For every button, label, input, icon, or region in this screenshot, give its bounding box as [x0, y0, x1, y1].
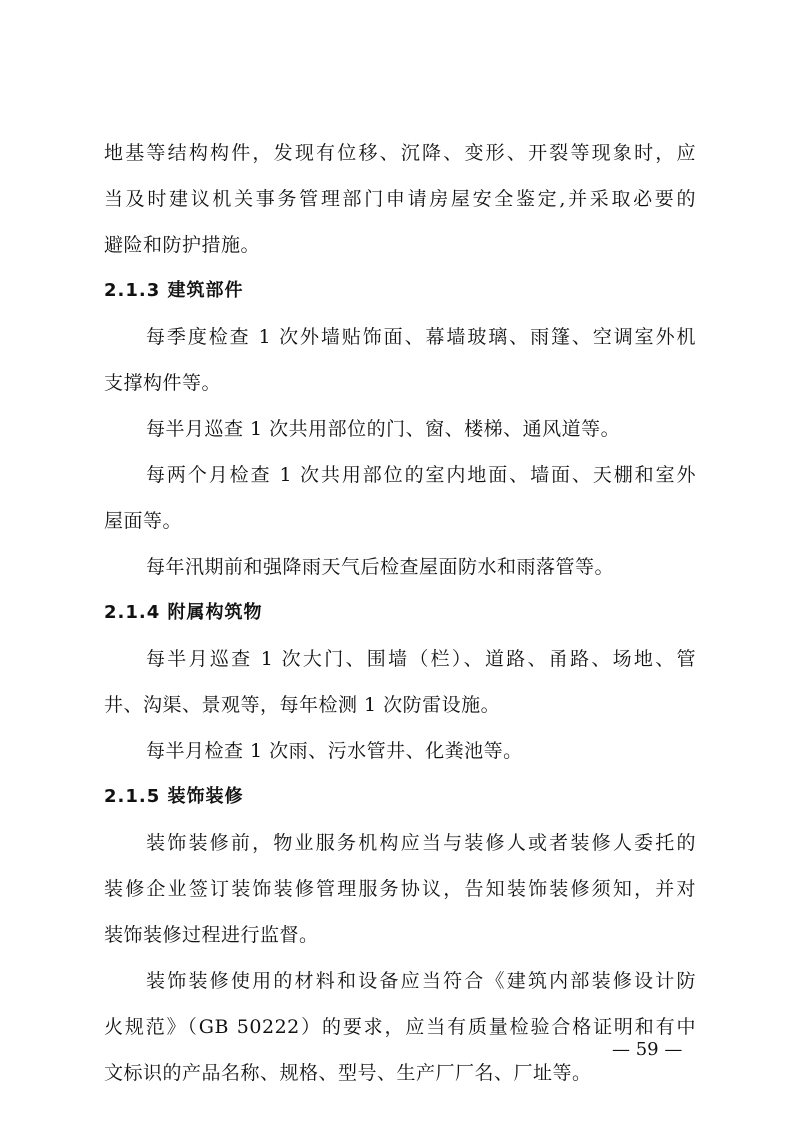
section-heading-2-1-3: 2.1.3 建筑部件: [104, 280, 244, 301]
paragraph-line: 火规范》（GB 50222）的要求，应当有质量检验合格证明和有中: [104, 1016, 696, 1038]
paragraph-line: 装饰装修使用的材料和设备应当符合《建筑内部装修设计防: [146, 970, 696, 992]
paragraph-line: 文标识的产品名称、规格、型号、生产厂厂名、厂址等。: [104, 1062, 592, 1084]
paragraph-line: 每两个月检查 1 次共用部位的室内地面、墙面、天棚和室外: [146, 464, 696, 486]
paragraph-line: 每年汛期前和强降雨天气后检查屋面防水和雨落管等。: [146, 556, 615, 578]
paragraph-line: 地基等结构构件，发现有位移、沉降、变形、开裂等现象时，应: [104, 142, 696, 164]
section-heading-2-1-5: 2.1.5 装饰装修: [104, 786, 244, 807]
paragraph-line: 每半月巡查 1 次共用部位的门、窗、楼梯、通风道等。: [146, 418, 621, 440]
page-body: [104, 130, 696, 1096]
paragraph-line: 装饰装修过程进行监督。: [104, 924, 319, 946]
paragraph-line: 装饰装修前，物业服务机构应当与装修人或者装修人委托的: [146, 832, 696, 854]
paragraph-line: 支撑构件等。: [104, 372, 222, 394]
paragraph-line: 装修企业签订装饰装修管理服务协议，告知装饰装修须知，并对: [104, 878, 696, 900]
paragraph-line: 每半月检查 1 次雨、污水管井、化粪池等。: [146, 740, 523, 762]
paragraph-line: 屋面等。: [104, 510, 183, 532]
paragraph-line: 当及时建议机关事务管理部门申请房屋安全鉴定,并采取必要的: [104, 188, 696, 210]
paragraph-line: 每半月巡查 1 次大门、围墙（栏）、道路、甬路、场地、管: [146, 648, 696, 670]
paragraph-line: 井、沟渠、景观等，每年检测 1 次防雷设施。: [104, 694, 501, 716]
paragraph-line: 每季度检查 1 次外墙贴饰面、幕墙玻璃、雨篷、空调室外机: [146, 326, 696, 348]
page-number: — 59 —: [612, 1039, 683, 1060]
section-heading-2-1-4: 2.1.4 附属构筑物: [104, 602, 263, 623]
paragraph-line: 避险和防护措施。: [104, 234, 261, 256]
